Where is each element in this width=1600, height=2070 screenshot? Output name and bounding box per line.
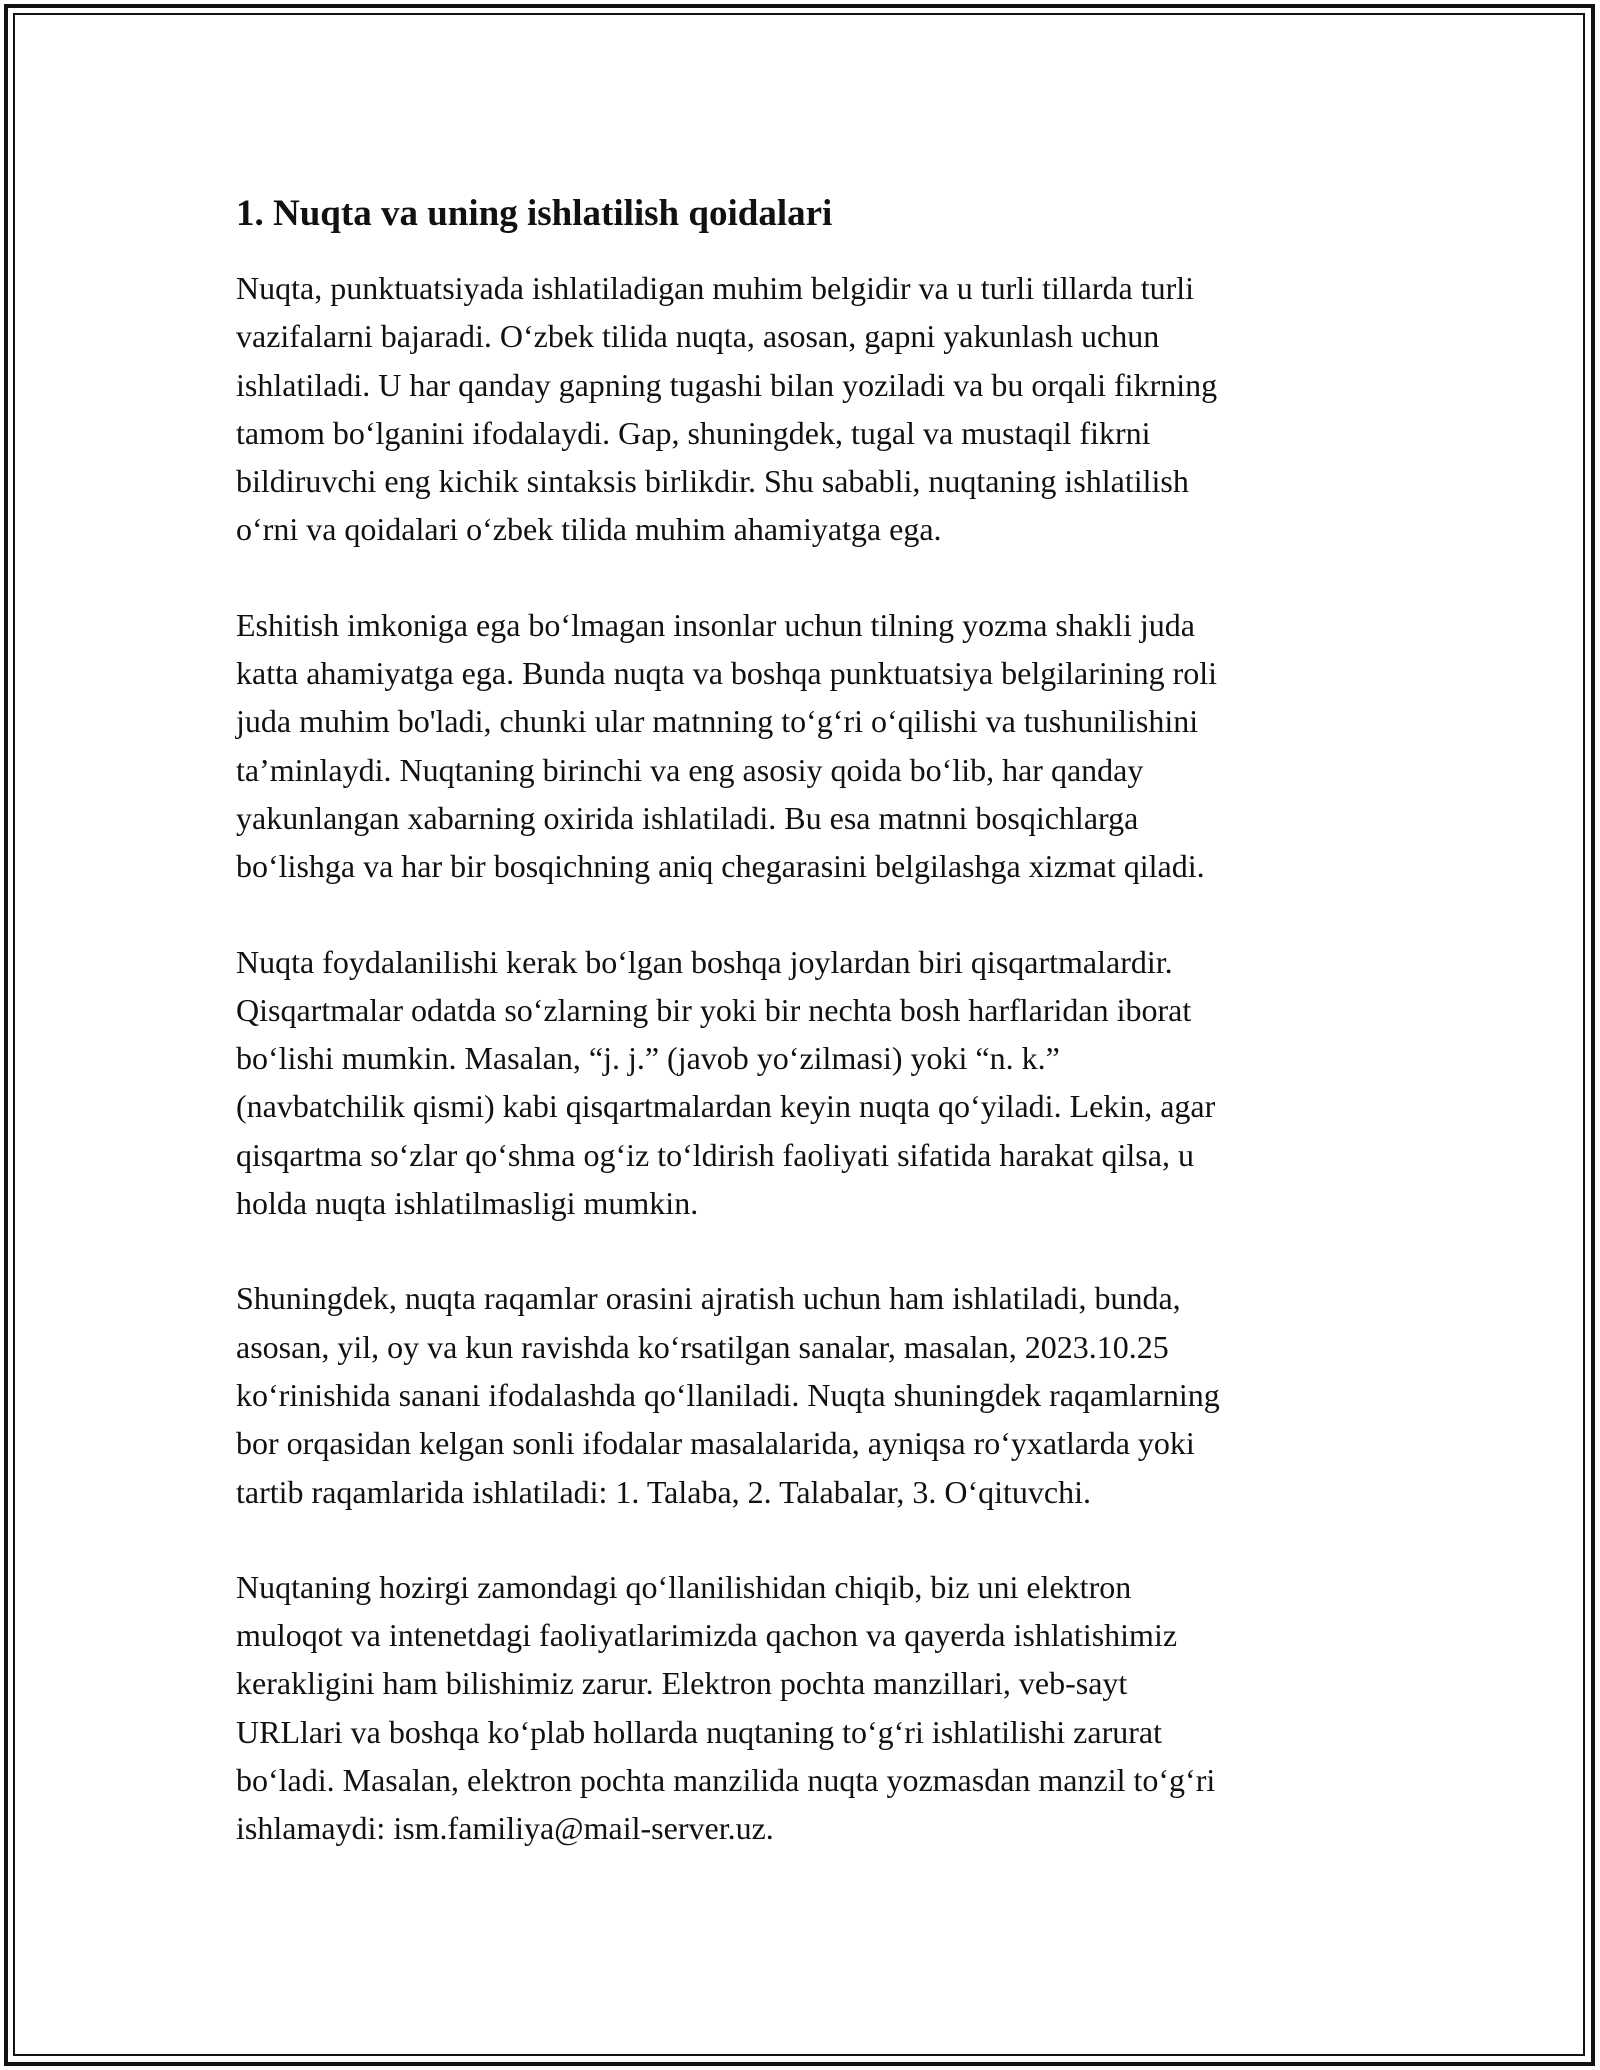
text-line: bor orqasidan kelgan sonli ifodalar masalalarida, ayniqsa ro‘yxatlarda yoki [236, 1425, 1195, 1462]
text-line: bo‘ladi. Masalan, elektron pochta manzilida nuqta yozmasdan manzil to‘g‘ri [236, 1762, 1216, 1799]
text-line: ishlamaydi: ism.familiya@mail-server.uz. [236, 1810, 774, 1847]
text-line: muloqot va intenetdagi faoliyatlarimizda qachon va qayerda ishlatishimiz [236, 1617, 1178, 1654]
text-line: tamom bo‘lganini ifodalaydi. Gap, shuningdek, tugal va mustaqil fikrni [236, 414, 1151, 451]
paragraph-4 [236, 1274, 1376, 1515]
text-line: Nuqta foydalanilishi kerak bo‘lgan boshqa joylardan biri qisqartmalardir. [236, 943, 1173, 980]
text-line: ishlatiladi. U har qanday gapning tugashi bilan yoziladi va bu orqali fikrning [236, 366, 1218, 403]
text-line: ko‘rinishida sanani ifodalashda qo‘llaniladi. Nuqta shuningdek raqamlarning [236, 1376, 1220, 1413]
text-line: asosan, yil, oy va kun ravishda ko‘rsatilgan sanalar, masalan, 2023.10.25 [236, 1328, 1169, 1365]
text-line: o‘rni va qoidalari o‘zbek tilida muhim ahamiyatga ega. [236, 511, 942, 548]
document-body [236, 188, 1376, 1900]
paragraph-3 [236, 938, 1376, 1228]
text-line: Nuqta, punktuatsiyada ishlatiladigan muhim belgidir va u turli tillarda turli [236, 270, 1195, 306]
text-line: katta ahamiyatga ega. Bunda nuqta va boshqa punktuatsiya belgilarining roli [236, 655, 1218, 692]
text-line: vazifalarni bajaradi. O‘zbek tilida nuqta, asosan, gapni yakunlash uchun [236, 318, 1160, 355]
text-line: juda muhim bo'ladi, chunki ular matnning to‘g‘ri o‘qilishi va tushunilishini [236, 703, 1199, 740]
text-line: ta’minlaydi. Nuqtaning birinchi va eng asosiy qoida bo‘lib, har qanday [236, 751, 1144, 788]
text-line: URLlari va boshqa ko‘plab hollarda nuqtaning to‘g‘ri ishlatilishi zarurat [236, 1713, 1162, 1750]
text-line: holda nuqta ishlatilmasligi mumkin. [236, 1185, 699, 1222]
text-line: Shuningdek, nuqta raqamlar orasini ajratish uchun ham ishlatiladi, bunda, [236, 1280, 1181, 1317]
text-line: Nuqtaning hozirgi zamondagi qo‘llanilishidan chiqib, biz uni elektron [236, 1568, 1132, 1605]
text-line: kerakligini ham bilishimiz zarur. Elektron pochta manzillari, veb-sayt [236, 1665, 1128, 1702]
text-line: bo‘lishga va har bir bosqichning aniq chegarasini belgilashga xizmat qiladi. [236, 848, 1205, 885]
text-line: qisqartma so‘zlar qo‘shma og‘iz to‘ldirish faoliyati sifatida harakat qilsa, u [236, 1136, 1194, 1173]
paragraph-1 [236, 264, 1376, 554]
text-line: Eshitish imkoniga ega bo‘lmagan insonlar uchun tilning yozma shakli juda [236, 606, 1195, 643]
text-line: Qisqartmalar odatda so‘zlarning bir yoki bir nechta bosh harflaridan iborat [236, 991, 1192, 1028]
paragraph-2 [236, 601, 1376, 891]
text-line: tartib raqamlarida ishlatiladi: 1. Talaba, 2. Talabalar, 3. O‘qituvchi. [236, 1473, 1091, 1510]
paragraph-5 [236, 1563, 1376, 1853]
document-title: 1. Nuqta va uning ishlatilish qoidalari [236, 193, 833, 234]
text-line: yakunlangan xabarning oxirida ishlatiladi. Bu esa matnni bosqichlarga [236, 799, 1139, 836]
text-line: bo‘lishi mumkin. Masalan, “j. j.” (javob yo‘zilmasi) yoki “n. k.” [236, 1040, 1060, 1077]
text-line: bildiruvchi eng kichik sintaksis birlikdir. Shu sababli, nuqtaning ishlatilish [236, 463, 1189, 500]
text-line: (navbatchilik qismi) kabi qisqartmalardan keyin nuqta qo‘yiladi. Lekin, agar [236, 1088, 1216, 1125]
